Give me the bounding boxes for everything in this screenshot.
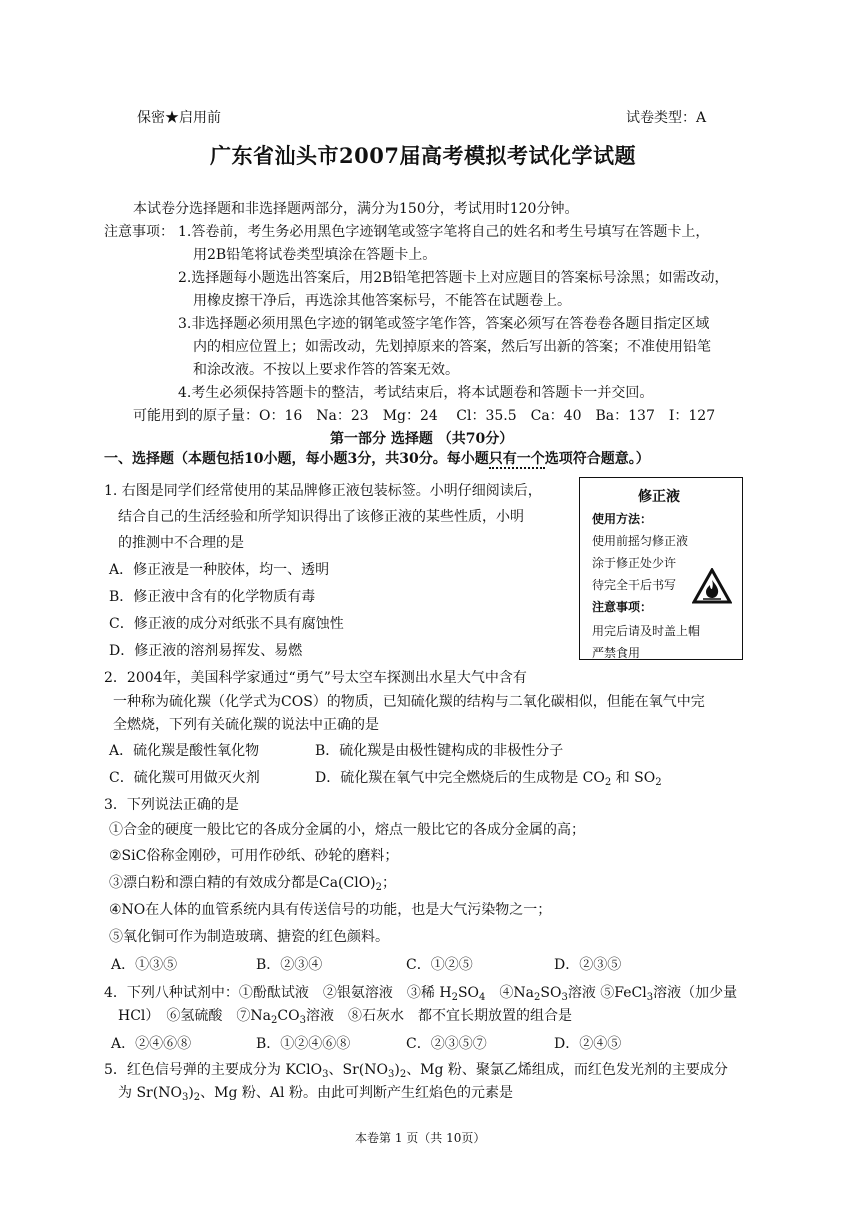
q2-option-c: C．硫化羰可用做灭火剂 [109,770,260,786]
subscript: 2 [604,777,612,788]
q5-stem-line2 [118,1083,513,1103]
label-line-5: 严禁食用 [592,646,641,660]
q3-statement-3 [109,873,396,893]
page-title: 广东省汕头市2007届高考模拟考试化学试题 [210,143,636,168]
q1-stem-line3: 的推测中不合理的是 [118,535,244,551]
label-method-heading: 使用方法： [592,512,653,526]
q2-stem-line3: 全燃烧，下列有关硫化羰的说法中正确的是 [113,717,379,733]
q3-statement-1: ①合金的硬度一般比它的各成分金属的小，熔点一般比它的各成分金属的高； [109,822,585,838]
notice-item-2-cont: 用橡皮擦干净后，再选涂其他答案标号，不能答在试题卷上。 [193,293,571,309]
page-footer: 本卷第 1 页（共 10页） [355,1131,486,1145]
confidential-label: 保密★启用前 [137,110,221,126]
q2-option-b: B．硫化羰是由极性键构成的非极性分子 [315,743,564,759]
q4-option-c: C．②③⑤⑦ [406,1036,487,1052]
q4-option-b: B．①②④⑥⑧ [256,1036,351,1052]
q4-text: CO [277,1008,300,1024]
subscript: 2 [399,1069,407,1080]
notice-item-3-cont1: 内的相应位置上；如需改动，先划掉原来的答案，然后写出新的答案；不准使用铅笔 [193,339,711,355]
q3-statement-5: ⑤氧化铜可作为制造玻璃、搪瓷的红色颜料。 [109,929,389,945]
subscript: 3 [646,992,654,1003]
q5-text: 、Mg 粉、Al 粉。由此可判断产生红焰色的元素是 [200,1085,513,1101]
q3-statement-3-text: ③漂白粉和漂白精的有效成分都是Ca(ClO) [109,875,376,891]
label-title: 修正液 [638,489,680,505]
q3-option-c: C．①②⑤ [406,957,473,973]
label-line-4: 用完后请及时盖上帽 [592,624,701,638]
q5-text: 、Sr(NO [328,1062,388,1078]
notice-item-2: 2.选择题每小题选出答案后，用2B铅笔把答题卡上对应题目的答案标号涂黑；如需改动， [178,270,729,286]
label-line-3: 待完全干后书写 [592,578,677,592]
q1-option-d: D．修正液的溶剂易挥发、易燃 [109,643,303,659]
subscript: 3 [387,1069,395,1080]
label-caution-heading: 注意事项： [592,600,653,614]
intro-text: 本试卷分选择题和非选择题两部分，满分为150分，考试用时120分钟。 [133,201,579,217]
subscript: 2 [193,1092,201,1103]
q1-option-c: C．修正液的成分对纸张不具有腐蚀性 [109,616,344,632]
q1-option-b: B．修正液中含有的化学物质有毒 [109,589,316,605]
q5-text: 5．红色信号弹的主要成分为 KClO [104,1062,323,1078]
q4-text: HCl） ⑥氢硫酸 ⑦Na [118,1008,271,1024]
subscript: 3 [181,1092,189,1103]
q3-statement-4: ④NO在人体的血管系统内具有传送信号的功能，也是大气污染物之一； [109,902,552,918]
q4-option-a: A．②④⑥⑧ [111,1036,192,1052]
q4-stem-line2 [118,1006,572,1026]
q5-text: 、Mg 粉、聚氯乙烯组成，而红色发光剂的主要成分 [406,1062,728,1078]
q4-text: 溶液（加少量 [653,985,738,1001]
q2-stem-line2: 一种称为硫化羰（化学式为COS）的物质，已知硫化羰的结构与二氧化碳相似，但能在氧气中完 [113,694,705,710]
subscript: 2 [451,992,458,1003]
subscript: 3 [299,1015,306,1026]
q5-text: 为 Sr(NO [118,1085,182,1101]
subscript: 4 [479,992,486,1003]
q2-stem-line1: 2．2004年，美国科学家通过“勇气”号太空车探测出水星大气中含有 [104,670,527,686]
notice-item-4: 4.考生必须保持答题卡的整洁，考试结束后，将本试题卷和答题卡一并交回。 [178,385,654,401]
notice-item-3: 3.非选择题必须用黑色字迹的钢笔或签字笔作答，答案必须写在答卷卷各题目指定区域 [178,316,710,332]
q4-text: ④Na [485,985,535,1001]
section1-heading-text: 一、选择题（本题包括10小题，每小题3分，共30分。每小题 [104,451,489,467]
notice-item-1: 1.答卷前，考生务必用黑色字迹钢笔或签字笔将自己的姓名和考生号填写在答题卡上， [178,224,710,240]
q4-text: 溶液 ⑧石灰水 都不宜长期放置的组合是 [305,1008,572,1024]
q4-text: 溶液 ⑤FeCl [567,985,647,1001]
q1-stem-line2: 结合自己的生活经验和所学知识得出了该修正液的某些性质，小明 [118,509,524,525]
q5-text: ) [394,1062,400,1078]
notice-label: 注意事项： [104,224,174,240]
q3-statement-2: ②SiC俗称金刚砂，可用作砂纸、砂轮的磨料； [109,848,399,864]
q3-stem: 3．下列说法正确的是 [104,797,239,813]
q1-option-a: A．修正液是一种胶体，均一、透明 [109,562,330,578]
q5-text: ) [188,1085,194,1101]
q4-text: 4．下列八种试剂中：①酚酞试液 ②银氨溶液 ③稀 H [104,985,452,1001]
q5-stem-line1 [104,1060,728,1080]
flammable-hazard-icon [692,568,732,604]
q2-option-a: A．硫化羰是酸性氧化物 [109,743,260,759]
notice-item-3-cont2: 和涂改液。不按以上要求作答的答案无效。 [193,362,459,378]
q3-option-d: D．②③⑤ [554,957,622,973]
section1-emphasis: 只有一个 [488,451,545,467]
q2-option-d-text: D．硫化羰在氧气中完全燃烧后的生成物是 CO [315,770,605,786]
section1-heading [104,449,650,469]
label-line-2: 涂于修正处少许 [592,556,677,570]
correction-fluid-label [579,477,743,660]
q4-option-d: D．②④⑤ [554,1036,622,1052]
q1-stem-line1: 1. 右图是同学们经常使用的某品牌修正液包装标签。小明仔细阅读后， [104,483,542,499]
atomic-masses: 可能用到的原子量：O：16 Na：23 Mg：24 Cl：35.5 Ca：40 Ba：137 I：127 [133,408,716,424]
subscript: 2 [271,1015,278,1026]
q2-option-d-mid: 和 SO [611,770,656,786]
section1-heading-tail: 选项符合题意。） [544,451,650,467]
paper-type-label: 试卷类型：A [626,110,707,126]
q3-option-b: B．②③④ [256,957,323,973]
subscript: 3 [561,992,568,1003]
subscript: 3 [322,1069,329,1080]
q2-option-d [315,768,662,788]
subscript: 2 [375,882,383,893]
q4-text: SO [457,985,480,1001]
part1-title: 第一部分 选择题 （共70分） [330,431,514,447]
q3-option-a: A．①③⑤ [111,957,178,973]
q3-statement-3-tail: ； [382,875,397,891]
label-line-1: 使用前摇匀修正液 [592,534,689,548]
subscript: 2 [534,992,541,1003]
notice-item-1-cont: 用2B铅笔将试卷类型填涂在答题卡上。 [193,247,437,263]
q4-text: SO [540,985,562,1001]
subscript: 2 [655,777,662,788]
q4-stem-line1 [104,983,737,1003]
